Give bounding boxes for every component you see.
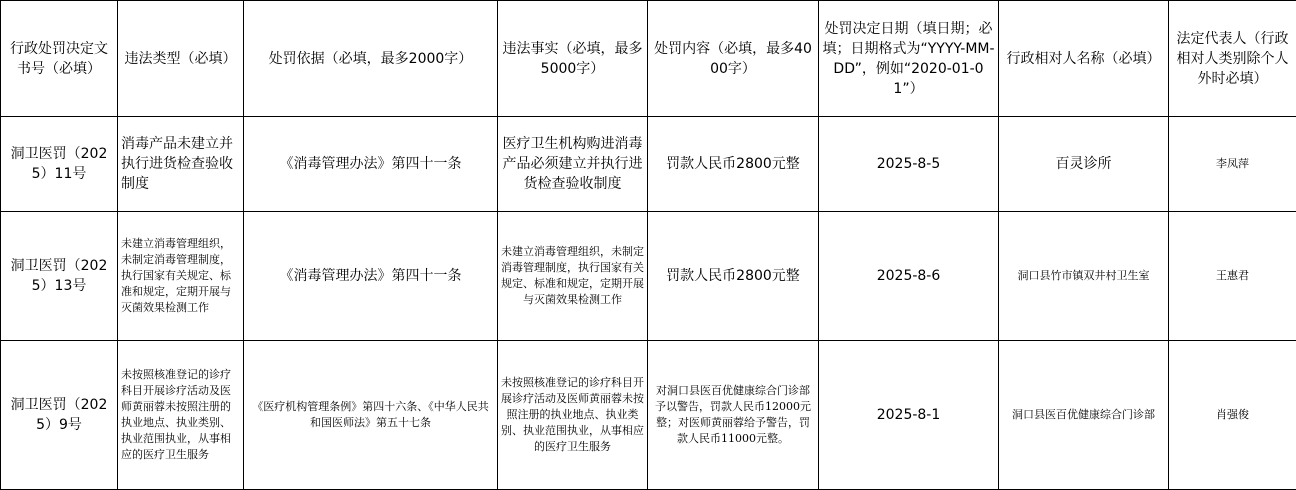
cell-facts[interactable]: 未按照核准登记的诊疗科目开展诊疗活动及医师黄丽蓉未按照注册的执业地点、执业类别、执业范围执业，从事相应的医疗卫生服务 (498, 341, 648, 490)
cell-doc-no[interactable]: 洞卫医罚（2025）11号 (1, 117, 118, 212)
header-rep[interactable]: 法定代表人（行政相对人类别除个人外时必填） (1169, 1, 1296, 117)
cell-party[interactable]: 洞口县医百优健康综合门诊部 (999, 341, 1169, 490)
cell-content[interactable]: 罚款人民币2800元整 (648, 212, 819, 341)
header-basis[interactable]: 处罚依据（必填，最多2000字） (244, 1, 498, 117)
cell-party[interactable]: 洞口县竹市镇双井村卫生室 (999, 212, 1169, 341)
cell-party[interactable]: 百灵诊所 (999, 117, 1169, 212)
cell-rep[interactable]: 肖强俊 (1169, 341, 1296, 490)
cell-content[interactable]: 对洞口县医百优健康综合门诊部予以警告，罚款人民币12000元整；对医师黄丽蓉给予警告，罚款人民币11000元整。 (648, 341, 819, 490)
header-violation-type[interactable]: 违法类型（必填） (118, 1, 244, 117)
cell-basis[interactable]: 《消毒管理办法》第四十一条 (244, 117, 498, 212)
cell-violation-type[interactable]: 消毒产品未建立并执行进货检查验收制度 (118, 117, 244, 212)
cell-date[interactable]: 2025-8-5 (819, 117, 999, 212)
cell-violation-type[interactable]: 未按照核准登记的诊疗科目开展诊疗活动及医师黄丽蓉未按照注册的执业地点、执业类别、执业范围执业，从事相应的医疗卫生服务 (118, 341, 244, 490)
cell-facts[interactable]: 未建立消毒管理组织，未制定消毒管理制度，执行国家有关规定、标准和规定，定期开展与灭菌效果检测工作 (498, 212, 648, 341)
header-row (1, 1, 1296, 117)
cell-basis[interactable]: 《医疗机构管理条例》第四十六条、《中华人民共和国医师法》第五十七条 (244, 341, 498, 490)
cell-basis[interactable]: 《消毒管理办法》第四十一条 (244, 212, 498, 341)
cell-violation-type[interactable]: 未建立消毒管理组织，未制定消毒管理制度，执行国家有关规定、标准和规定，定期开展与灭菌效果检测工作 (118, 212, 244, 341)
cell-date[interactable]: 2025-8-1 (819, 341, 999, 490)
table-row (1, 341, 1296, 490)
cell-doc-no[interactable]: 洞卫医罚（2025）9号 (1, 341, 118, 490)
header-party[interactable]: 行政相对人名称（必填） (999, 1, 1169, 117)
cell-facts[interactable]: 医疗卫生机构购进消毒产品必须建立并执行进货检查验收制度 (498, 117, 648, 212)
header-date[interactable]: 处罚决定日期（填日期；必填；日期格式为“YYYY-MM-DD”，例如“2020-01-01”） (819, 1, 999, 117)
table-row (1, 212, 1296, 341)
table-row (1, 117, 1296, 212)
cell-rep[interactable]: 王惠君 (1169, 212, 1296, 341)
cell-rep[interactable]: 李凤萍 (1169, 117, 1296, 212)
header-content[interactable]: 处罚内容（必填，最多4000字） (648, 1, 819, 117)
header-facts[interactable]: 违法事实（必填，最多5000字） (498, 1, 648, 117)
cell-date[interactable]: 2025-8-6 (819, 212, 999, 341)
header-doc-no[interactable]: 行政处罚决定文书号（必填） (1, 1, 118, 117)
cell-doc-no[interactable]: 洞卫医罚（2025）13号 (1, 212, 118, 341)
cell-content[interactable]: 罚款人民币2800元整 (648, 117, 819, 212)
